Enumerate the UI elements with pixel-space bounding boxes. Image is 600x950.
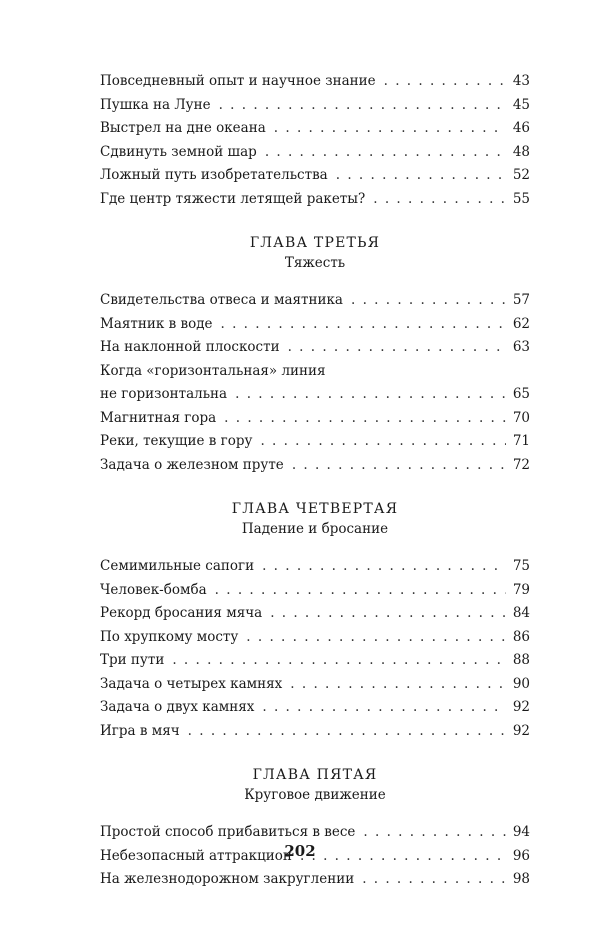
toc-entry-title: На железнодорожном закруглении <box>100 871 355 887</box>
toc-entry-title: Семимильные сапоги <box>100 558 255 574</box>
dot-leader <box>373 188 506 212</box>
dot-leader <box>215 579 506 603</box>
toc-entry[interactable] <box>100 454 530 478</box>
toc-entry-title: Сдвинуть земной шар <box>100 143 257 160</box>
toc-entry-page: 46 <box>512 120 530 136</box>
toc-entry-page: 48 <box>512 143 530 160</box>
dot-leader <box>288 336 506 360</box>
toc-entry-page: 94 <box>512 824 530 840</box>
toc-entry-page: 88 <box>512 652 530 668</box>
toc-entry-page: 43 <box>512 73 530 89</box>
dot-leader <box>221 313 506 337</box>
chapter-title: Круговое движение <box>244 787 386 803</box>
toc-entry[interactable] <box>100 821 530 845</box>
toc-entry-title: На наклонной плоскости <box>100 339 280 355</box>
toc-entry[interactable] <box>100 696 530 720</box>
toc-entry-title: Рекорд бросания мяча <box>100 605 263 621</box>
toc-entry-title: Задача о двух камнях <box>100 699 255 715</box>
toc-entry[interactable] <box>100 313 530 337</box>
toc-entry-page: 63 <box>512 339 530 355</box>
toc-entry[interactable] <box>100 673 530 697</box>
toc-entry[interactable] <box>100 94 530 118</box>
toc-entry[interactable] <box>100 602 530 626</box>
dot-leader <box>188 720 506 744</box>
dot-leader <box>262 555 506 579</box>
toc-entry[interactable] <box>100 720 530 744</box>
toc-entry-title: Магнитная гора <box>100 409 217 426</box>
toc-entry[interactable] <box>100 555 530 579</box>
toc-entry[interactable] <box>100 289 530 313</box>
toc-entry[interactable] <box>100 117 530 141</box>
toc-entry-title: Реки, текущие в гору <box>100 433 253 449</box>
toc-entry-page: 72 <box>512 456 530 473</box>
toc-entry-page: 84 <box>512 605 530 621</box>
toc-entry-title-continued: не горизонтальна <box>100 386 228 402</box>
toc-entry-page: 86 <box>512 628 530 645</box>
toc-entry[interactable] <box>100 407 530 431</box>
toc-entry-title: Три пути <box>100 652 165 668</box>
toc-entry-page: 92 <box>512 699 530 715</box>
toc-entry-title: Выстрел на дне океана <box>100 120 266 136</box>
chapter-heading <box>100 233 530 273</box>
toc-entry[interactable] <box>100 188 530 212</box>
dot-leader <box>235 383 506 407</box>
toc-entry-title: Когда «горизонтальная» линия <box>100 362 326 379</box>
toc-entry-title: Задача о железном пруте <box>100 456 284 473</box>
dot-leader <box>246 626 506 650</box>
toc-entry-page: 62 <box>512 315 530 332</box>
toc-entry-title: Ложный путь изобретательства <box>100 167 328 183</box>
dot-leader <box>274 117 506 141</box>
toc-entry-page: 71 <box>512 433 530 449</box>
toc-entry[interactable] <box>100 164 530 188</box>
toc-entry[interactable] <box>100 360 530 407</box>
chapter-label: ГЛАВА ЧЕТВЕРТАЯ <box>231 501 399 517</box>
toc-entry-page: 79 <box>512 581 530 598</box>
toc-entry[interactable] <box>100 336 530 360</box>
dot-leader <box>260 430 506 454</box>
toc-entry[interactable] <box>100 868 530 892</box>
toc-entry[interactable] <box>100 141 530 165</box>
dot-leader <box>265 141 506 165</box>
chapter-label: ГЛАВА ПЯТАЯ <box>252 767 378 783</box>
toc-entry-page: 52 <box>512 167 530 183</box>
dot-leader <box>219 94 506 118</box>
toc-entry-page: 75 <box>512 558 530 574</box>
toc-entry-title: Где центр тяжести летящей ракеты? <box>100 190 366 207</box>
dot-leader <box>351 289 506 313</box>
dot-leader <box>336 164 506 188</box>
toc-entry-title: Пушка на Луне <box>100 96 211 113</box>
dot-leader <box>262 696 506 720</box>
page-number: 202 <box>284 842 316 860</box>
toc-entry-title: Человек-бомба <box>100 581 207 598</box>
dot-leader <box>224 407 506 431</box>
chapter-title: Тяжесть <box>284 255 346 271</box>
toc-entry-title: Игра в мяч <box>100 722 180 739</box>
toc-entry-title: Повседневный опыт и научное знание <box>100 73 376 89</box>
toc-entry-page: 55 <box>512 190 530 207</box>
toc-entry-title: Простой способ прибавиться в весе <box>100 824 356 840</box>
chapter-title: Падение и бросание <box>241 521 389 537</box>
toc-entry-title: Свидетельства отвеса и маятника <box>100 292 343 308</box>
toc-entry[interactable] <box>100 70 530 94</box>
toc-entry-page: 70 <box>512 409 530 426</box>
toc-entry-line2 <box>100 383 530 407</box>
toc-entry-page: 57 <box>512 292 530 308</box>
toc-entry-title: Небезопасный аттракцион <box>100 847 292 864</box>
toc-section <box>100 555 530 743</box>
chapter-heading <box>100 765 530 805</box>
toc-entry-page: 65 <box>512 386 530 402</box>
toc-entry-page: 90 <box>512 675 530 692</box>
dot-leader <box>362 868 506 892</box>
toc-section <box>100 289 530 477</box>
toc-entry[interactable] <box>100 579 530 603</box>
toc-entry[interactable] <box>100 626 530 650</box>
toc-entry[interactable] <box>100 430 530 454</box>
toc-entry-page: 96 <box>512 847 530 864</box>
dot-leader <box>292 454 506 478</box>
dot-leader <box>172 649 506 673</box>
toc-section-continued <box>100 70 530 211</box>
dot-leader <box>270 602 506 626</box>
dot-leader <box>384 70 506 94</box>
toc-entry-title: По хрупкому мосту <box>100 628 239 645</box>
table-of-contents <box>100 70 530 892</box>
toc-entry-page: 92 <box>512 722 530 739</box>
toc-entry-page: 45 <box>512 96 530 113</box>
dot-leader <box>290 673 506 697</box>
dot-leader <box>363 821 506 845</box>
toc-entry-page: 98 <box>512 871 530 887</box>
chapter-heading <box>100 499 530 539</box>
toc-entry-title: Задача о четырех камнях <box>100 675 283 692</box>
chapter-label: ГЛАВА ТРЕТЬЯ <box>249 235 381 251</box>
toc-entry[interactable] <box>100 649 530 673</box>
toc-entry-title: Маятник в воде <box>100 315 213 332</box>
